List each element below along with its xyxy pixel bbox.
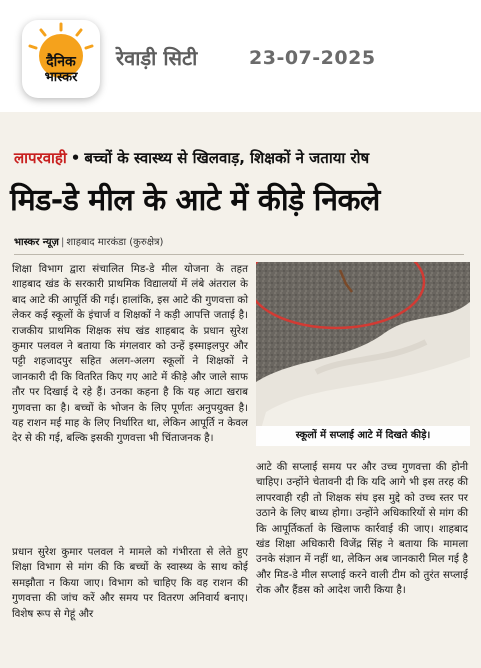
photo-caption: स्कूलों में सप्लाई आटे में दिखते कीड़े। bbox=[256, 426, 470, 446]
kicker-bullet: • bbox=[70, 149, 81, 167]
byline-separator: | bbox=[60, 237, 65, 248]
logo-wordmark-line2: भास्कर bbox=[44, 70, 78, 85]
article-paragraph-3: आटे की सप्लाई समय पर और उच्च गुणवत्ता की होनी चाहिए। उन्होंने चेतावनी दी कि यदि आगे भी इस तरह की लापरवाही रही तो शिक्षक संघ इस मुद्दे को उच्च स्तर पर उठाने के लिए बाध्य होगा। उन्होंने अधिकारियों से मांग की कि आपूर्तिकर्ता के खिलाफ कार्रवाई की जाए। शाहबाद खंड शिक्षा अधिकारी विजेंद्र सिंह ने बताया कि मामला उनके संज्ञान में नहीं था, लेकिन अब जानकारी मिल गई है और मिड-डे मील सप्लाई करने वाली टीम को तुरंत सप्लाई रोक और हैंडस को आदेश जारी किया है। bbox=[256, 461, 468, 597]
article-column-left-lower bbox=[12, 545, 248, 622]
article-paragraph-2: प्रधान सुरेश कुमार पलवल ने मामले को गंभीरता से लेते हुए शिक्षा विभाग से मांग की कि बच्चों के स्वास्थ्य के साथ कोई समझौता न किया जाए। विभाग को चाहिए कि वह राशन की गुणवत्ता की जांच करें और समय पर वितरण अनिवार्य बनाए। विशेष रूप से गेहूं और bbox=[12, 546, 248, 620]
article-column-right bbox=[256, 460, 468, 599]
article-column-left bbox=[12, 262, 248, 447]
divider bbox=[14, 254, 464, 255]
edition-header bbox=[0, 0, 481, 112]
dainik-bhaskar-logo bbox=[22, 20, 100, 98]
logo-wordmark-line1: दैनिक bbox=[46, 54, 76, 70]
edition-date: 23-07-2025 bbox=[249, 47, 376, 69]
article-paragraph-1: शिक्षा विभाग द्वारा संचालित मिड-डे मील योजना के तहत शाहबाद खंड के सरकारी प्राथमिक विद्यालयों में लंबे अंतराल के बाद आटे की आपूर्ति की गई। हालांकि, इस आटे की गुणवत्ता को लेकर कई स्कूलों के इंचार्ज व शिक्षकों ने कड़ी आपत्ति जताई है। राजकीय प्राथमिक शिक्षक संघ खंड शाहबाद के प्रधान सुरेश कुमार पलवल ने बताया कि मंगलवार को उन्हें इस्माइलपुर और पट्टी शहजादपुर सहित अलग-अलग स्कूलों ने शिक्षकों ने जानकारी दी कि वितरित किए गए आटे में कीड़े और जाले साफ तौर पर दिखाई दे रहे हैं। उनका कहना है कि यह आटा खराब गुणवत्ता का है। बच्चों के भोजन के लिए पूर्णतः अनुपयुक्त है। यह राशन मई माह के लिए निर्धारित था, लेकिन आपूर्ति न केवल देर से की गई, बल्कि इसकी गुणवत्ता भी चिंताजनक है। bbox=[12, 263, 248, 445]
edition-name: रेवाड़ी सिटी bbox=[116, 46, 198, 70]
byline bbox=[14, 234, 163, 248]
news-photo bbox=[256, 262, 470, 446]
byline-source: भास्कर न्यूज़ bbox=[14, 237, 59, 248]
byline-place: शाहबाद मारकंडा (कुरुक्षेत्र) bbox=[66, 237, 164, 248]
headline: मिड-डे मील के आटे में कीड़े निकले bbox=[10, 183, 380, 218]
kicker-label: लापरवाही bbox=[14, 149, 67, 167]
kicker-row bbox=[14, 148, 369, 172]
flour-photo-image bbox=[256, 262, 470, 446]
subheadline: बच्चों के स्वास्थ्य से खिलवाड़, शिक्षकों ने जताया रोष bbox=[84, 149, 370, 167]
